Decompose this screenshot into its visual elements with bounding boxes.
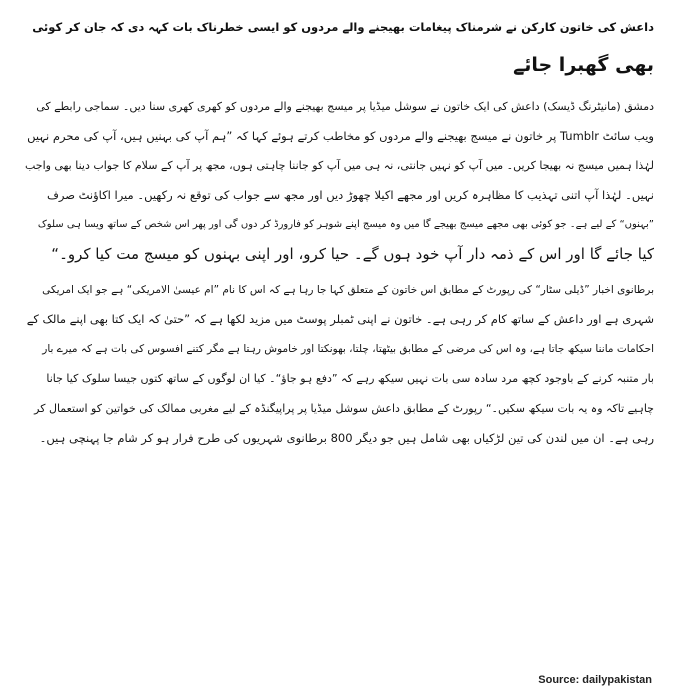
headline-line: داعش کی خاتون کارکن نے شرمناک پیغامات بھیجنے والے مردوں کو ایسی خطرناک بات کہہ دی کہ جان کر کوئی — [32, 20, 654, 34]
paragraph-line: احکامات ماننا سیکھ جاتا ہے، وہ اس کی مرضی کے مطابق بیٹھتا، چلتا، بھونکتا اور خاموش رہتا ہے مگر کتنے افسوس کی بات ہے کہ میرے بار — [42, 342, 654, 355]
paragraph-line: ”بہنوں“ کے لیے ہے۔ جو کوئی بھی مجھے میسج بھیجے گا میں وہ میسج اپنے شوہر کو فارورڈ کر دوں گی اور پھر اس شخص کے ساتھ ویسا ہی سلوک — [37, 219, 654, 231]
paragraph-line: دمشق (مانیٹرنگ ڈیسک) داعش کی ایک خاتون نے سوشل میڈیا پر میسج بھیجنے والے مردوں کو کھری کھری سنا دیں۔ سماجی رابطے کی — [36, 100, 654, 113]
paragraph-line: بار متنبہ کرنے کے باوجود کچھ مرد سادہ سی بات نہیں سیکھ رہے کہ ”دفع ہو جاؤ“۔ کیا ان لوگوں کے ساتھ کتوں جیسا سلوک کیا جانا — [46, 372, 654, 386]
paragraph-line: ویب سائٹ Tumblr پر خاتون نے میسج بھیجنے والے مردوں کو مخاطب کرتے ہوئے کہا کہ ”ہم آپ کی بہنیں ہیں، آپ کی محرم نہیں — [27, 128, 654, 143]
paragraph-line: کیا جائے گا اور اس کے ذمہ دار آپ خود ہوں گے۔ حیا کرو، اور اپنی بہنوں کو میسج مت کیا کرو۔“ — [51, 244, 654, 263]
source-credit: Source: dailypakistan — [538, 674, 652, 686]
article-paragraph-2 — [22, 276, 654, 454]
paragraph-line: نہیں۔ لہٰذا آپ اتنی تہذیب کا مظاہرہ کریں اور مجھے اکیلا چھوڑ دیں اور مجھ سے جواب کی توقع نہ رکھیں۔ میرا اکاؤنٹ صرف — [46, 187, 654, 202]
paragraph-line: لہٰذا ہمیں میسج نہ بھیجا کریں۔ میں آپ کو نہیں جانتی، نہ ہی میں آپ کو جاننا چاہتی ہوں، مجھ پر آپ کے سلام کا جواب دینا بھی واجب — [24, 159, 654, 173]
article-headline — [22, 8, 654, 84]
headline-line: بھی گھبرا جائے — [513, 54, 654, 76]
paragraph-line: برطانوی اخبار ”ڈیلی سٹار“ کی رپورٹ کے مطابق اس خاتون کے متعلق کہا جا رہا ہے کہ اس کا نام ”ام عیسیٰ الامریکی“ ہے جو ایک امریکی — [42, 283, 654, 296]
paragraph-line: شہری ہے اور داعش کے ساتھ کام کر رہی ہے۔ خاتون نے اپنی ٹمبلر پوسٹ میں مزید لکھا ہے کہ ”حتیٰ کہ ایک کتا بھی اپنے مالک کے — [26, 312, 654, 327]
paragraph-line: چاہیے تاکہ وہ یہ بات سیکھ سکیں۔“ رپورٹ کے مطابق داعش سوشل میڈیا پر پراپیگنڈہ کے لیے مغربی ممالک کی خواتین کو استعمال کر — [34, 401, 654, 415]
paragraph-line: رہی ہے۔ ان میں لندن کی تین لڑکیاں بھی شامل ہیں جو دیگر 800 برطانوی شہریوں کی طرح فرار ہو کر شام جا پہنچی ہیں۔ — [39, 430, 654, 445]
article-paragraph-1 — [22, 92, 654, 270]
